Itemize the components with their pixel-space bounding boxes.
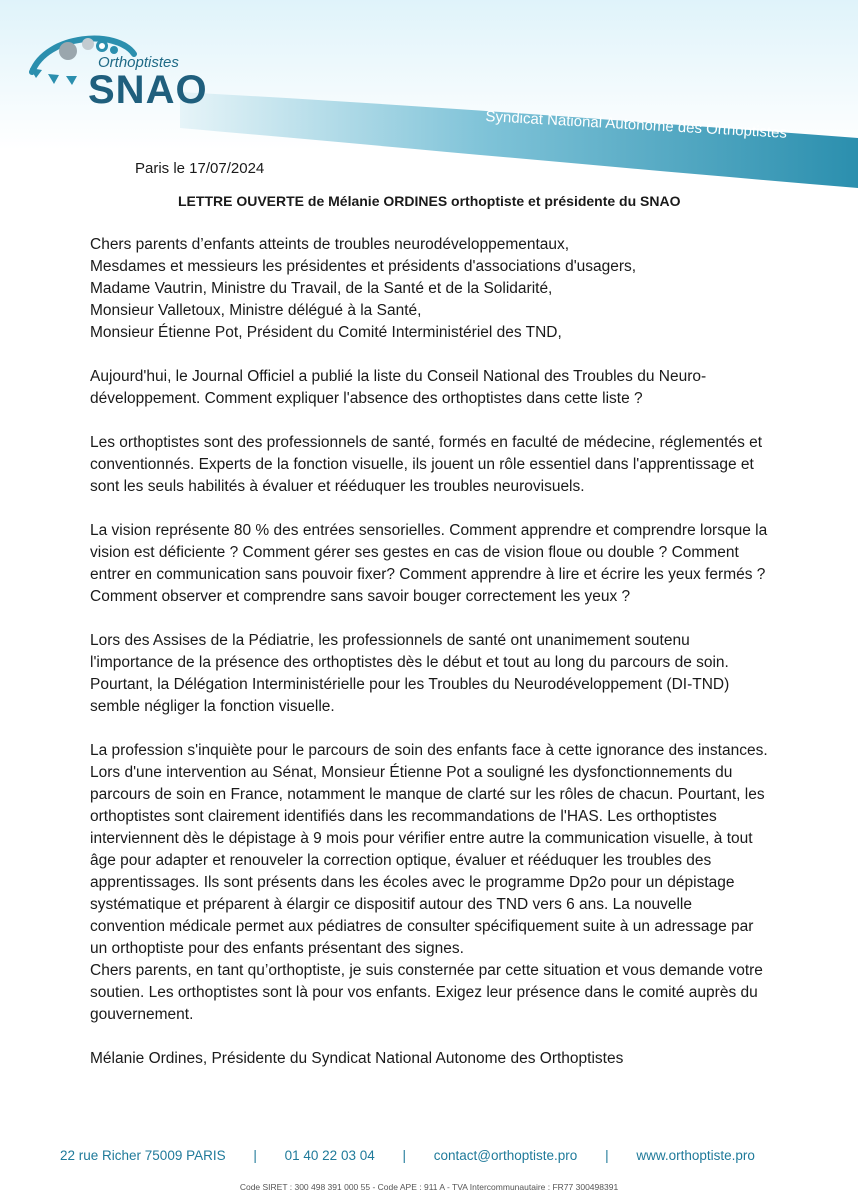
footer-phone[interactable]: 01 40 22 03 04: [284, 1148, 375, 1163]
footer-separator: |: [253, 1148, 257, 1163]
salutation-line: Chers parents d’enfants atteints de troubles neurodéveloppementaux,: [90, 236, 570, 253]
footer-separator: |: [605, 1148, 609, 1163]
body-paragraph: La profession s'inquiète pour le parcours de soin des enfants face à cette ignorance des instances. Lors d'une intervention au Sénat, Monsieur Étienne Pot a souligné les dysfonctionnements du parcours de soin en France, notamment le manque de clarté sur les rôles de chacun. Pourtant, les orthoptistes sont clairement identifiés dans les recommandations de l'HAS. Les orthoptistes interviennent dès le dépistage à 9 mois pour vérifier entre autre la communication visuelle, à tout âge pour adapter et renouveler la correction optique, évaluer et rééduquer les troubles des apprentissages. Ils sont présents dans les écoles avec le programme Dp2o pour un dépistage systématique et préparent à élargir ce dispositif autour des TND vers 6 ans. La nouvelle convention médicale permet aux pédiatres de consulter spécifiquement suite à un adressage par un orthoptiste pour des enfants présentant des signes.: [90, 742, 768, 957]
footer-address: 22 rue Richer 75009 PARIS: [60, 1148, 226, 1163]
letter-body: [90, 234, 770, 1070]
logo-subtitle: Orthoptistes: [98, 54, 179, 71]
logo-wordmark: SNAO: [88, 68, 208, 112]
salutation-line: Mesdames et messieurs les présidentes et présidents d'associations d'usagers,: [90, 258, 637, 275]
footer-separator: |: [402, 1148, 407, 1163]
letterhead: [0, 0, 858, 190]
letter-title: LETTRE OUVERTE de Mélanie ORDINES orthoptiste et présidente du SNAO: [178, 193, 681, 209]
footer-contact: [60, 1148, 755, 1163]
body-paragraph: Les orthoptistes sont des professionnels de santé, formés en faculté de médecine, réglementés et conventionnés. Experts de la fonction visuelle, ils jouent un rôle essentiel dans l'apprentissage et sont les seuls habilités à évaluer et rééduquer les troubles neurovisuels.: [90, 434, 763, 495]
footer-website[interactable]: www.orthoptiste.pro: [636, 1148, 755, 1163]
footer-email[interactable]: contact@orthoptiste.pro: [433, 1148, 578, 1163]
body-paragraph: Lors des Assises de la Pédiatrie, les professionnels de santé ont unanimement soutenu l'importance de la présence des orthoptistes dès le début et tout au long du parcours de soin. Pourtant, la Délégation Interministérielle pour les Troubles du Neurodéveloppement (DI-TND) semble négliger la fonction visuelle.: [90, 632, 730, 715]
body-paragraph: Chers parents, en tant qu’orthoptiste, je suis consternée par cette situation et vous demande votre soutien. Les orthoptistes sont là pour vos enfants. Exigez leur présence dans le comité auprès du gouvernement.: [90, 962, 763, 1023]
body-paragraph: La vision représente 80 % des entrées sensorielles. Comment apprendre et comprendre lorsque la vision est déficiente ? Comment gérer ses gestes en cas de vision floue ou double ? Comment entrer en communication sans pouvoir fixer? Comment apprendre à lire et écrire les yeux fermés ? Comment observer et comprendre sans savoir bouger correctement les yeux ?: [90, 522, 768, 605]
body-paragraph: Aujourd'hui, le Journal Officiel a publié la liste du Conseil National des Troubles du Neuro-développement. Comment expliquer l'absence des orthoptistes dans cette liste ?: [90, 368, 707, 407]
salutation-line: Madame Vautrin, Ministre du Travail, de la Santé et de la Solidarité,: [90, 280, 553, 297]
salutation-line: Monsieur Étienne Pot, Président du Comité Interministériel des TND,: [90, 324, 562, 341]
signature: Mélanie Ordines, Présidente du Syndicat National Autonome des Orthoptistes: [90, 1050, 624, 1067]
header-tagline: Syndicat National Autonome des Orthoptistes: [485, 108, 788, 142]
footer-legal: Code SIRET : 300 498 391 000 55 - Code APE : 911 A - TVA Intercommunautaire : FR77 300498391: [239, 1182, 619, 1192]
salutation-line: Monsieur Valletoux, Ministre délégué à la Santé,: [90, 302, 422, 319]
snao-logo: [22, 24, 222, 114]
letter-date: Paris le 17/07/2024: [135, 160, 265, 177]
